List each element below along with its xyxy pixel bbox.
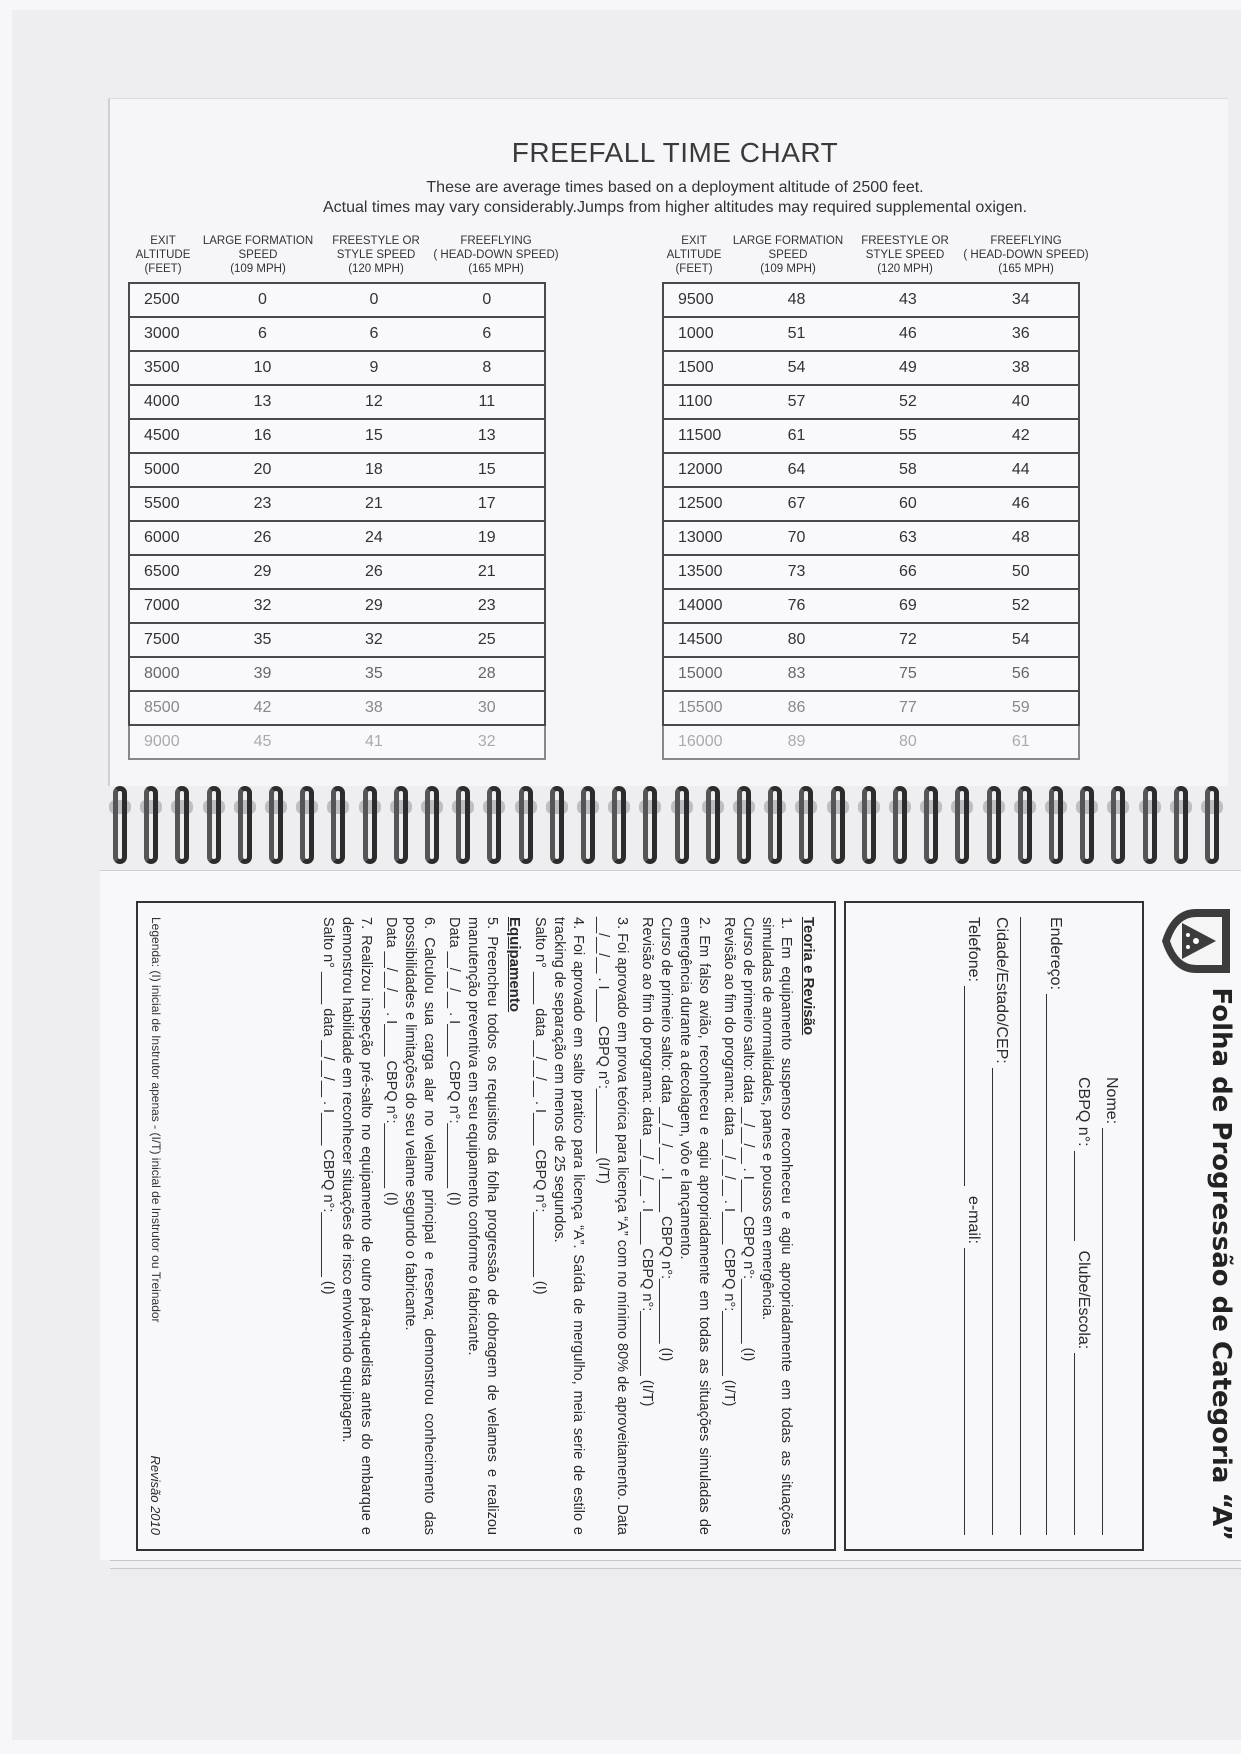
- table-cell: 38: [318, 691, 429, 725]
- table-cell: 3500: [129, 351, 207, 385]
- legend: Legenda: (I) inicial de Instrutor apenas - (I/T) inicial de Instrutor ou Treinador: [149, 917, 163, 1323]
- table-row: [129, 453, 545, 487]
- table-cell: 1100: [663, 385, 741, 419]
- spiral-coil: [363, 786, 377, 864]
- spiral-coil: [113, 786, 127, 864]
- table-row: [129, 487, 545, 521]
- table-cell: 29: [207, 555, 318, 589]
- scan-border-left: [0, 0, 12, 1754]
- table-cell: 49: [852, 351, 963, 385]
- progression-form-page: [100, 870, 1241, 1560]
- table-row: [663, 283, 1079, 317]
- scan-border-bottom: [0, 1740, 1241, 1754]
- chart-subtitle-2: Actual times may vary considerably.Jumps from higher altitudes may required supplemental oxigen.: [322, 199, 1028, 216]
- requirement-2-line-2[interactable]: Revisão ao fim do programa: data __/__/__ . I____ CBPQ n°:________ (I/T): [639, 917, 655, 1407]
- table-cell: 38: [964, 351, 1079, 385]
- table-row: [663, 351, 1079, 385]
- section-teoria: Teoria e Revisão: [800, 917, 817, 1036]
- table-row: [663, 657, 1079, 691]
- spiral-coil: [1111, 786, 1125, 864]
- spiral-coil: [425, 786, 439, 864]
- requirement-5: [444, 917, 501, 1535]
- form-title: Folha de Progressão de Categoria “A”: [1206, 987, 1236, 1541]
- email-field[interactable]: [964, 1248, 980, 1535]
- cidade-field[interactable]: [992, 917, 1010, 1535]
- chart-subtitle-1: These are average times based on a deployment altitude of 2500 feet.: [426, 179, 924, 196]
- spiral-coil: [487, 786, 501, 864]
- table-cell: 14000: [663, 589, 741, 623]
- requirement-2-line-1[interactable]: Curso de primeiro salto: data __/__/__ . I____ CBPQ n°:________ (I): [658, 917, 674, 1362]
- table-cell: 23: [207, 487, 318, 521]
- spiral-coil: [862, 786, 876, 864]
- spiral-coil: [238, 786, 252, 864]
- table-cell: 32: [207, 589, 318, 623]
- table-cell: 36: [964, 317, 1079, 351]
- table-row: [663, 419, 1079, 453]
- table-row: [129, 725, 545, 759]
- table-row: [129, 317, 545, 351]
- endereco-field[interactable]: [1046, 917, 1064, 1535]
- table-row: [129, 385, 545, 419]
- table-row: [129, 691, 545, 725]
- requirement-6-text: 6. Calculou sua carga alar no velame principal e reserva; demonstrou conhecimento das possibilidades e limitações do seu velame segundo o fabricante.: [402, 917, 437, 1535]
- col-head-altitude: EXIT ALTITUDE (FEET): [666, 235, 722, 275]
- requirement-6-line[interactable]: Data __/__/__ . I____ CBPQ n°:________ (I): [383, 917, 399, 1206]
- table-cell: 6000: [129, 521, 207, 555]
- spiral-coil: [456, 786, 470, 864]
- requirement-5-line[interactable]: Data __/__/__ . I____ CBPQ n°:________ (I): [446, 917, 462, 1206]
- spiral-coil: [394, 786, 408, 864]
- table-cell: 1000: [663, 317, 741, 351]
- right-column-headers: [662, 234, 1092, 276]
- cbpq-label: CBPQ n°:: [1075, 1077, 1092, 1147]
- table-cell: 13: [207, 385, 318, 419]
- spiral-coil: [706, 786, 720, 864]
- spiral-coil: [207, 786, 221, 864]
- table-cell: 86: [741, 691, 852, 725]
- table-row: [129, 623, 545, 657]
- requirement-7-text: 7. Realizou inspeção pré-salto no equipamento de outro pára-quedista antes do embarque e demonstrou habilidade em reconhecer situações de risco envolvendo equipagem.: [339, 917, 374, 1535]
- table-cell: 50: [964, 555, 1079, 589]
- table-cell: 21: [430, 555, 545, 589]
- table-cell: 15000: [663, 657, 741, 691]
- spiral-coil: [643, 786, 657, 864]
- table-cell: 25: [430, 623, 545, 657]
- table-cell: 17: [430, 487, 545, 521]
- table-cell: 52: [852, 385, 963, 419]
- table-cell: 83: [741, 657, 852, 691]
- spiral-coil: [550, 786, 564, 864]
- endereco-label: Endereço:: [1047, 917, 1064, 990]
- table-cell: 9: [318, 351, 429, 385]
- spiral-coil: [675, 786, 689, 864]
- table-cell: 11500: [663, 419, 741, 453]
- requirement-7: [318, 917, 375, 1535]
- table-cell: 24: [318, 521, 429, 555]
- table-cell: 6: [207, 317, 318, 351]
- personal-info-box: [844, 901, 1144, 1551]
- table-cell: 10: [207, 351, 318, 385]
- section-equipamento: Equipamento: [506, 917, 523, 1013]
- table-cell: 64: [741, 453, 852, 487]
- table-cell: 14500: [663, 623, 741, 657]
- table-cell: 5000: [129, 453, 207, 487]
- table-cell: 48: [741, 283, 852, 317]
- table-row: [129, 657, 545, 691]
- table-cell: 3000: [129, 317, 207, 351]
- table-cell: 51: [741, 317, 852, 351]
- table-cell: 57: [741, 385, 852, 419]
- table-cell: 32: [430, 725, 545, 759]
- table-cell: 15: [318, 419, 429, 453]
- table-cell: 12500: [663, 487, 741, 521]
- table-cell: 13000: [663, 521, 741, 555]
- requirement-1: [719, 917, 795, 1535]
- requirement-3[interactable]: 3. Foi aprovado em prova teórica para licença “A” com no mínimo 80% de aproveitamento. Data __/__/__ . I____ CBPQ n°:________ (I/T): [595, 917, 630, 1535]
- table-row: [129, 555, 545, 589]
- table-cell: 16000: [663, 725, 741, 759]
- table-cell: 12: [318, 385, 429, 419]
- requirement-1-text: 1. Em equipamento suspenso reconheceu e agiu apropriadamente em todas as situações simuladas de anormalidades, panes e pousos em emergência.: [759, 917, 794, 1535]
- requirement-5-text: 5. Preencheu todos os requisitos da folha progressão de dobragem de velames e realizou manutenção preventiva em seu equipamento conforme o fabricante.: [465, 917, 500, 1535]
- table-cell: 46: [852, 317, 963, 351]
- page-stack-edge-2: [110, 1568, 1241, 1576]
- table-cell: 39: [207, 657, 318, 691]
- table-row: [663, 691, 1079, 725]
- table-cell: 26: [318, 555, 429, 589]
- requirement-4-line[interactable]: Salto n° ____ data __/__/__ . I____ CBPQ n°:________ (I): [532, 917, 548, 1295]
- table-cell: 19: [430, 521, 545, 555]
- telefone-field[interactable]: [964, 986, 980, 1186]
- telefone-email-row: [964, 917, 982, 1535]
- table-cell: 7500: [129, 623, 207, 657]
- clube-field[interactable]: [1074, 1353, 1090, 1535]
- table-cell: 67: [741, 487, 852, 521]
- spiral-coil: [799, 786, 813, 864]
- nome-field[interactable]: [1102, 1077, 1120, 1535]
- endereco-continued: [1020, 917, 1036, 1535]
- table-cell: 61: [964, 725, 1079, 759]
- freefall-table-right: [662, 282, 1080, 760]
- table-row: [663, 521, 1079, 555]
- table-cell: 80: [852, 725, 963, 759]
- table-cell: 54: [964, 623, 1079, 657]
- requirement-1-line-1[interactable]: Curso de primeiro salto: data __/__/__ . I____ CBPQ n°:________ (I): [740, 917, 756, 1362]
- cidade-label: Cidade/Estado/CEP:: [993, 917, 1010, 1064]
- table-cell: 6: [430, 317, 545, 351]
- table-row: [129, 419, 545, 453]
- table-cell: 61: [741, 419, 852, 453]
- freefall-chart-page: [108, 98, 1228, 786]
- table-cell: 42: [207, 691, 318, 725]
- col-head-large-formation: LARGE FORMATION SPEED (109 MPH): [732, 235, 844, 275]
- spiral-coil: [1080, 786, 1094, 864]
- table-cell: 20: [207, 453, 318, 487]
- rotated-form: [100, 901, 1240, 1551]
- table-cell: 29: [318, 589, 429, 623]
- table-row: [663, 623, 1079, 657]
- table-cell: 77: [852, 691, 963, 725]
- table-cell: 15500: [663, 691, 741, 725]
- table-cell: 0: [207, 283, 318, 317]
- table-cell: 12000: [663, 453, 741, 487]
- table-cell: 5500: [129, 487, 207, 521]
- requirement-4-text: 4. Foi aprovado em salto pratico para licença “A”. Saída de mergulho, meia serie de estilo e tracking de separação em menos de 25 segundos.: [551, 917, 586, 1535]
- table-cell: 9000: [129, 725, 207, 759]
- table-cell: 55: [852, 419, 963, 453]
- table-cell: 34: [964, 283, 1079, 317]
- table-cell: 4500: [129, 419, 207, 453]
- table-row: [663, 589, 1079, 623]
- table-cell: 44: [964, 453, 1079, 487]
- spiral-coil: [987, 786, 1001, 864]
- table-cell: 60: [852, 487, 963, 521]
- requirement-1-line-2[interactable]: Revisão ao fim do programa: data __/__/__ . I____ CBPQ n°:________ (I/T): [721, 917, 737, 1407]
- table-cell: 56: [964, 657, 1079, 691]
- table-cell: 70: [741, 521, 852, 555]
- table-cell: 89: [741, 725, 852, 759]
- table-cell: 9500: [663, 283, 741, 317]
- table-cell: 15: [430, 453, 545, 487]
- table-cell: 18: [318, 453, 429, 487]
- table-cell: 58: [852, 453, 963, 487]
- table-cell: 52: [964, 589, 1079, 623]
- chart-title: FREEFALL TIME CHART: [511, 137, 839, 168]
- spiral-binding: [95, 786, 1241, 866]
- table-cell: 73: [741, 555, 852, 589]
- cbpq-logo-icon: [1160, 901, 1240, 981]
- table-cell: 6500: [129, 555, 207, 589]
- table-cell: 7000: [129, 589, 207, 623]
- table-row: [663, 487, 1079, 521]
- table-row: [129, 283, 545, 317]
- table-row: [663, 725, 1079, 759]
- table-cell: 45: [207, 725, 318, 759]
- table-cell: 69: [852, 589, 963, 623]
- requirement-4: [530, 917, 587, 1535]
- table-cell: 11: [430, 385, 545, 419]
- table-cell: 35: [207, 623, 318, 657]
- spiral-coil: [1018, 786, 1032, 864]
- table-cell: 41: [318, 725, 429, 759]
- spiral-coil: [269, 786, 283, 864]
- spiral-coil: [1143, 786, 1157, 864]
- spiral-coil: [144, 786, 158, 864]
- cbpq-field[interactable]: [1074, 1151, 1090, 1241]
- requirement-2: [637, 917, 713, 1535]
- table-cell: 80: [741, 623, 852, 657]
- spiral-coil: [300, 786, 314, 864]
- table-cell: 59: [964, 691, 1079, 725]
- table-cell: 13: [430, 419, 545, 453]
- table-cell: 75: [852, 657, 963, 691]
- requirement-6: [381, 917, 438, 1535]
- table-cell: 54: [741, 351, 852, 385]
- spiral-coil: [581, 786, 595, 864]
- table-cell: 76: [741, 589, 852, 623]
- table-row: [663, 317, 1079, 351]
- spiral-coil: [955, 786, 969, 864]
- table-row: [129, 589, 545, 623]
- col-head-large-formation: LARGE FORMATION SPEED (109 MPH): [202, 235, 314, 275]
- revision-label: Revisão 2010: [148, 1455, 163, 1535]
- table-cell: 32: [318, 623, 429, 657]
- requirements-box: [136, 901, 836, 1551]
- col-head-freeflying: FREEFLYING ( HEAD-DOWN SPEED) (165 MPH): [433, 235, 559, 275]
- table-row: [129, 351, 545, 385]
- table-cell: 42: [964, 419, 1079, 453]
- table-cell: 40: [964, 385, 1079, 419]
- table-row: [663, 385, 1079, 419]
- table-cell: 63: [852, 521, 963, 555]
- col-head-freeflying: FREEFLYING ( HEAD-DOWN SPEED) (165 MPH): [963, 235, 1089, 275]
- spiral-coil: [175, 786, 189, 864]
- table-cell: 13500: [663, 555, 741, 589]
- spiral-coil: [924, 786, 938, 864]
- table-cell: 21: [318, 487, 429, 521]
- spiral-coil: [768, 786, 782, 864]
- freefall-table-left: [128, 282, 546, 760]
- scan-border-top: [0, 0, 1241, 10]
- spiral-coil: [831, 786, 845, 864]
- col-head-altitude: EXIT ALTITUDE (FEET): [135, 235, 191, 275]
- table-cell: 8: [430, 351, 545, 385]
- table-cell: 43: [852, 283, 963, 317]
- table-cell: 6: [318, 317, 429, 351]
- telefone-label: Telefone:: [965, 917, 982, 982]
- table-cell: 30: [430, 691, 545, 725]
- cbpq-clube-row: [1074, 1077, 1092, 1535]
- table-cell: 16: [207, 419, 318, 453]
- col-head-freestyle: FREESTYLE OR STYLE SPEED (120 MPH): [861, 235, 949, 275]
- requirement-2-text: 2. Em falso avião, reconheceu e agiu apropriadamente em todas as situações simuladas de emergência durante a decolagem, vôo e lançamento.: [677, 917, 712, 1535]
- table-cell: 23: [430, 589, 545, 623]
- left-column-headers: [132, 234, 562, 276]
- spiral-coil: [893, 786, 907, 864]
- spiral-coil: [519, 786, 533, 864]
- nome-label: Nome:: [1103, 1077, 1120, 1125]
- table-cell: 28: [430, 657, 545, 691]
- email-label: e-mail:: [965, 1195, 982, 1244]
- col-head-freestyle: FREESTYLE OR STYLE SPEED (120 MPH): [332, 235, 420, 275]
- table-cell: 0: [430, 283, 545, 317]
- table-cell: 72: [852, 623, 963, 657]
- clube-label: Clube/Escola:: [1075, 1250, 1092, 1350]
- table-cell: 26: [207, 521, 318, 555]
- table-cell: 8000: [129, 657, 207, 691]
- spiral-coil: [737, 786, 751, 864]
- spiral-coil: [1049, 786, 1063, 864]
- table-cell: 0: [318, 283, 429, 317]
- table-row: [129, 521, 545, 555]
- table-cell: 35: [318, 657, 429, 691]
- table-cell: 66: [852, 555, 963, 589]
- table-cell: 48: [964, 521, 1079, 555]
- requirement-7-line[interactable]: Salto n° ____ data __/__/__ . I____ CBPQ n°:________ (I): [320, 917, 336, 1295]
- table-cell: 46: [964, 487, 1079, 521]
- spiral-coil: [612, 786, 626, 864]
- table-row: [663, 453, 1079, 487]
- spiral-coil: [1174, 786, 1188, 864]
- table-row: [663, 555, 1079, 589]
- spiral-coil: [331, 786, 345, 864]
- spiral-coil: [1205, 786, 1219, 864]
- table-cell: 4000: [129, 385, 207, 419]
- table-cell: 8500: [129, 691, 207, 725]
- table-cell: 1500: [663, 351, 741, 385]
- table-cell: 2500: [129, 283, 207, 317]
